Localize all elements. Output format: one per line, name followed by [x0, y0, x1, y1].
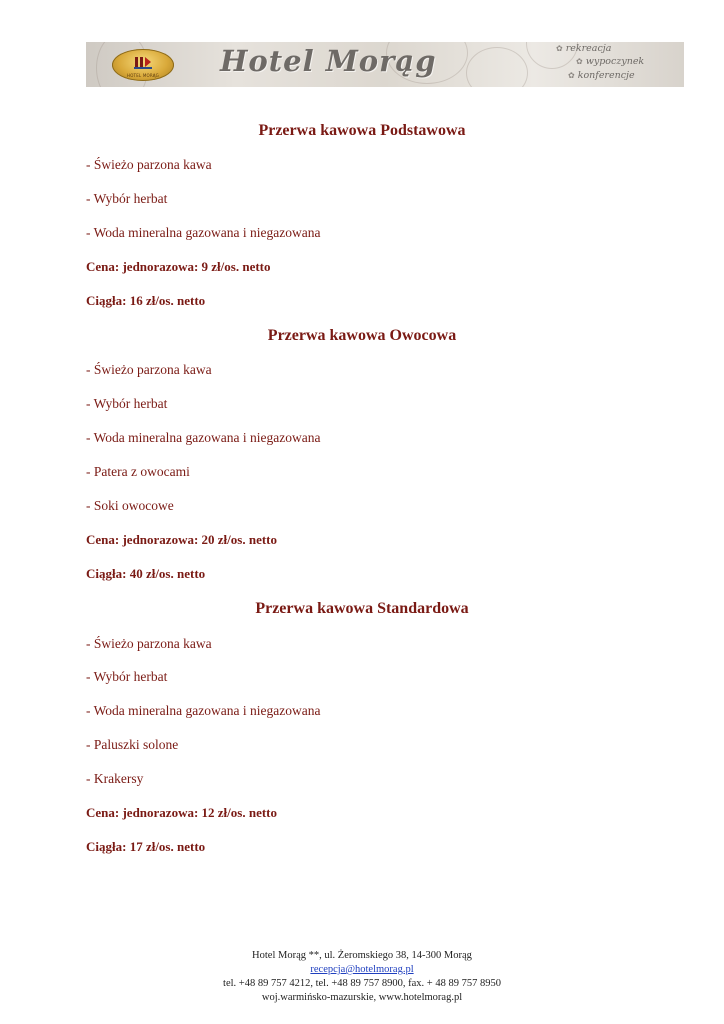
- header-banner: [86, 42, 684, 87]
- list-item: - Wybór herbat: [86, 191, 168, 206]
- price-once: Cena: jednorazowa: 9 zł/os. netto: [86, 259, 271, 274]
- tagline-item: ✿ konferencje: [568, 70, 635, 81]
- ship-icon: [134, 55, 152, 71]
- logo-text: HOTEL MORĄG: [127, 73, 159, 78]
- list-item: - Świeżo parzona kawa: [86, 157, 212, 172]
- list-item: - Świeżo parzona kawa: [86, 362, 212, 377]
- section-title: Przerwa kawowa Standardowa: [255, 600, 469, 617]
- list-item: - Wybór herbat: [86, 669, 168, 684]
- price-continuous: Ciągła: 17 zł/os. netto: [86, 839, 206, 854]
- section-title: Przerwa kawowa Podstawowa: [258, 122, 466, 139]
- list-item: - Wybór herbat: [86, 396, 168, 411]
- list-item: - Świeżo parzona kawa: [86, 636, 212, 651]
- list-item: - Soki owocowe: [86, 498, 174, 513]
- list-item: - Patera z owocami: [86, 464, 190, 479]
- flower-icon: ✿: [576, 57, 583, 66]
- list-item: - Woda mineralna gazowana i niegazowana: [86, 430, 321, 445]
- price-once: Cena: jednorazowa: 12 zł/os. netto: [86, 805, 277, 820]
- list-item: - Woda mineralna gazowana i niegazowana: [86, 225, 321, 240]
- footer-address: Hotel Morąg **, ul. Żeromskiego 38, 14-300 Morąg: [252, 950, 472, 961]
- footer-email-link[interactable]: recepcja@hotelmorag.pl: [310, 964, 414, 975]
- flower-icon: ✿: [568, 71, 575, 80]
- flower-icon: ✿: [556, 44, 563, 53]
- list-item: - Krakersy: [86, 771, 144, 786]
- list-item: - Paluszki solone: [86, 737, 179, 752]
- hotel-logo: [112, 49, 174, 81]
- brand-name: Hotel Morąg: [220, 44, 437, 78]
- section-title: Przerwa kawowa Owocowa: [267, 327, 457, 344]
- price-continuous: Ciągła: 16 zł/os. netto: [86, 293, 206, 308]
- tagline-item: ✿ rekreacja: [556, 43, 612, 54]
- footer-region-website: woj.warmińsko-mazurskie, www.hotelmorag.pl: [261, 992, 463, 1003]
- list-item: - Woda mineralna gazowana i niegazowana: [86, 703, 321, 718]
- footer-phones: tel. +48 89 757 4212, tel. +48 89 757 8900, fax. + 48 89 757 8950: [223, 978, 501, 989]
- taglines: [556, 43, 676, 86]
- price-continuous: Ciągła: 40 zł/os. netto: [86, 566, 206, 581]
- tagline-item: ✿ wypoczynek: [576, 56, 645, 67]
- price-once: Cena: jednorazowa: 20 zł/os. netto: [86, 532, 277, 547]
